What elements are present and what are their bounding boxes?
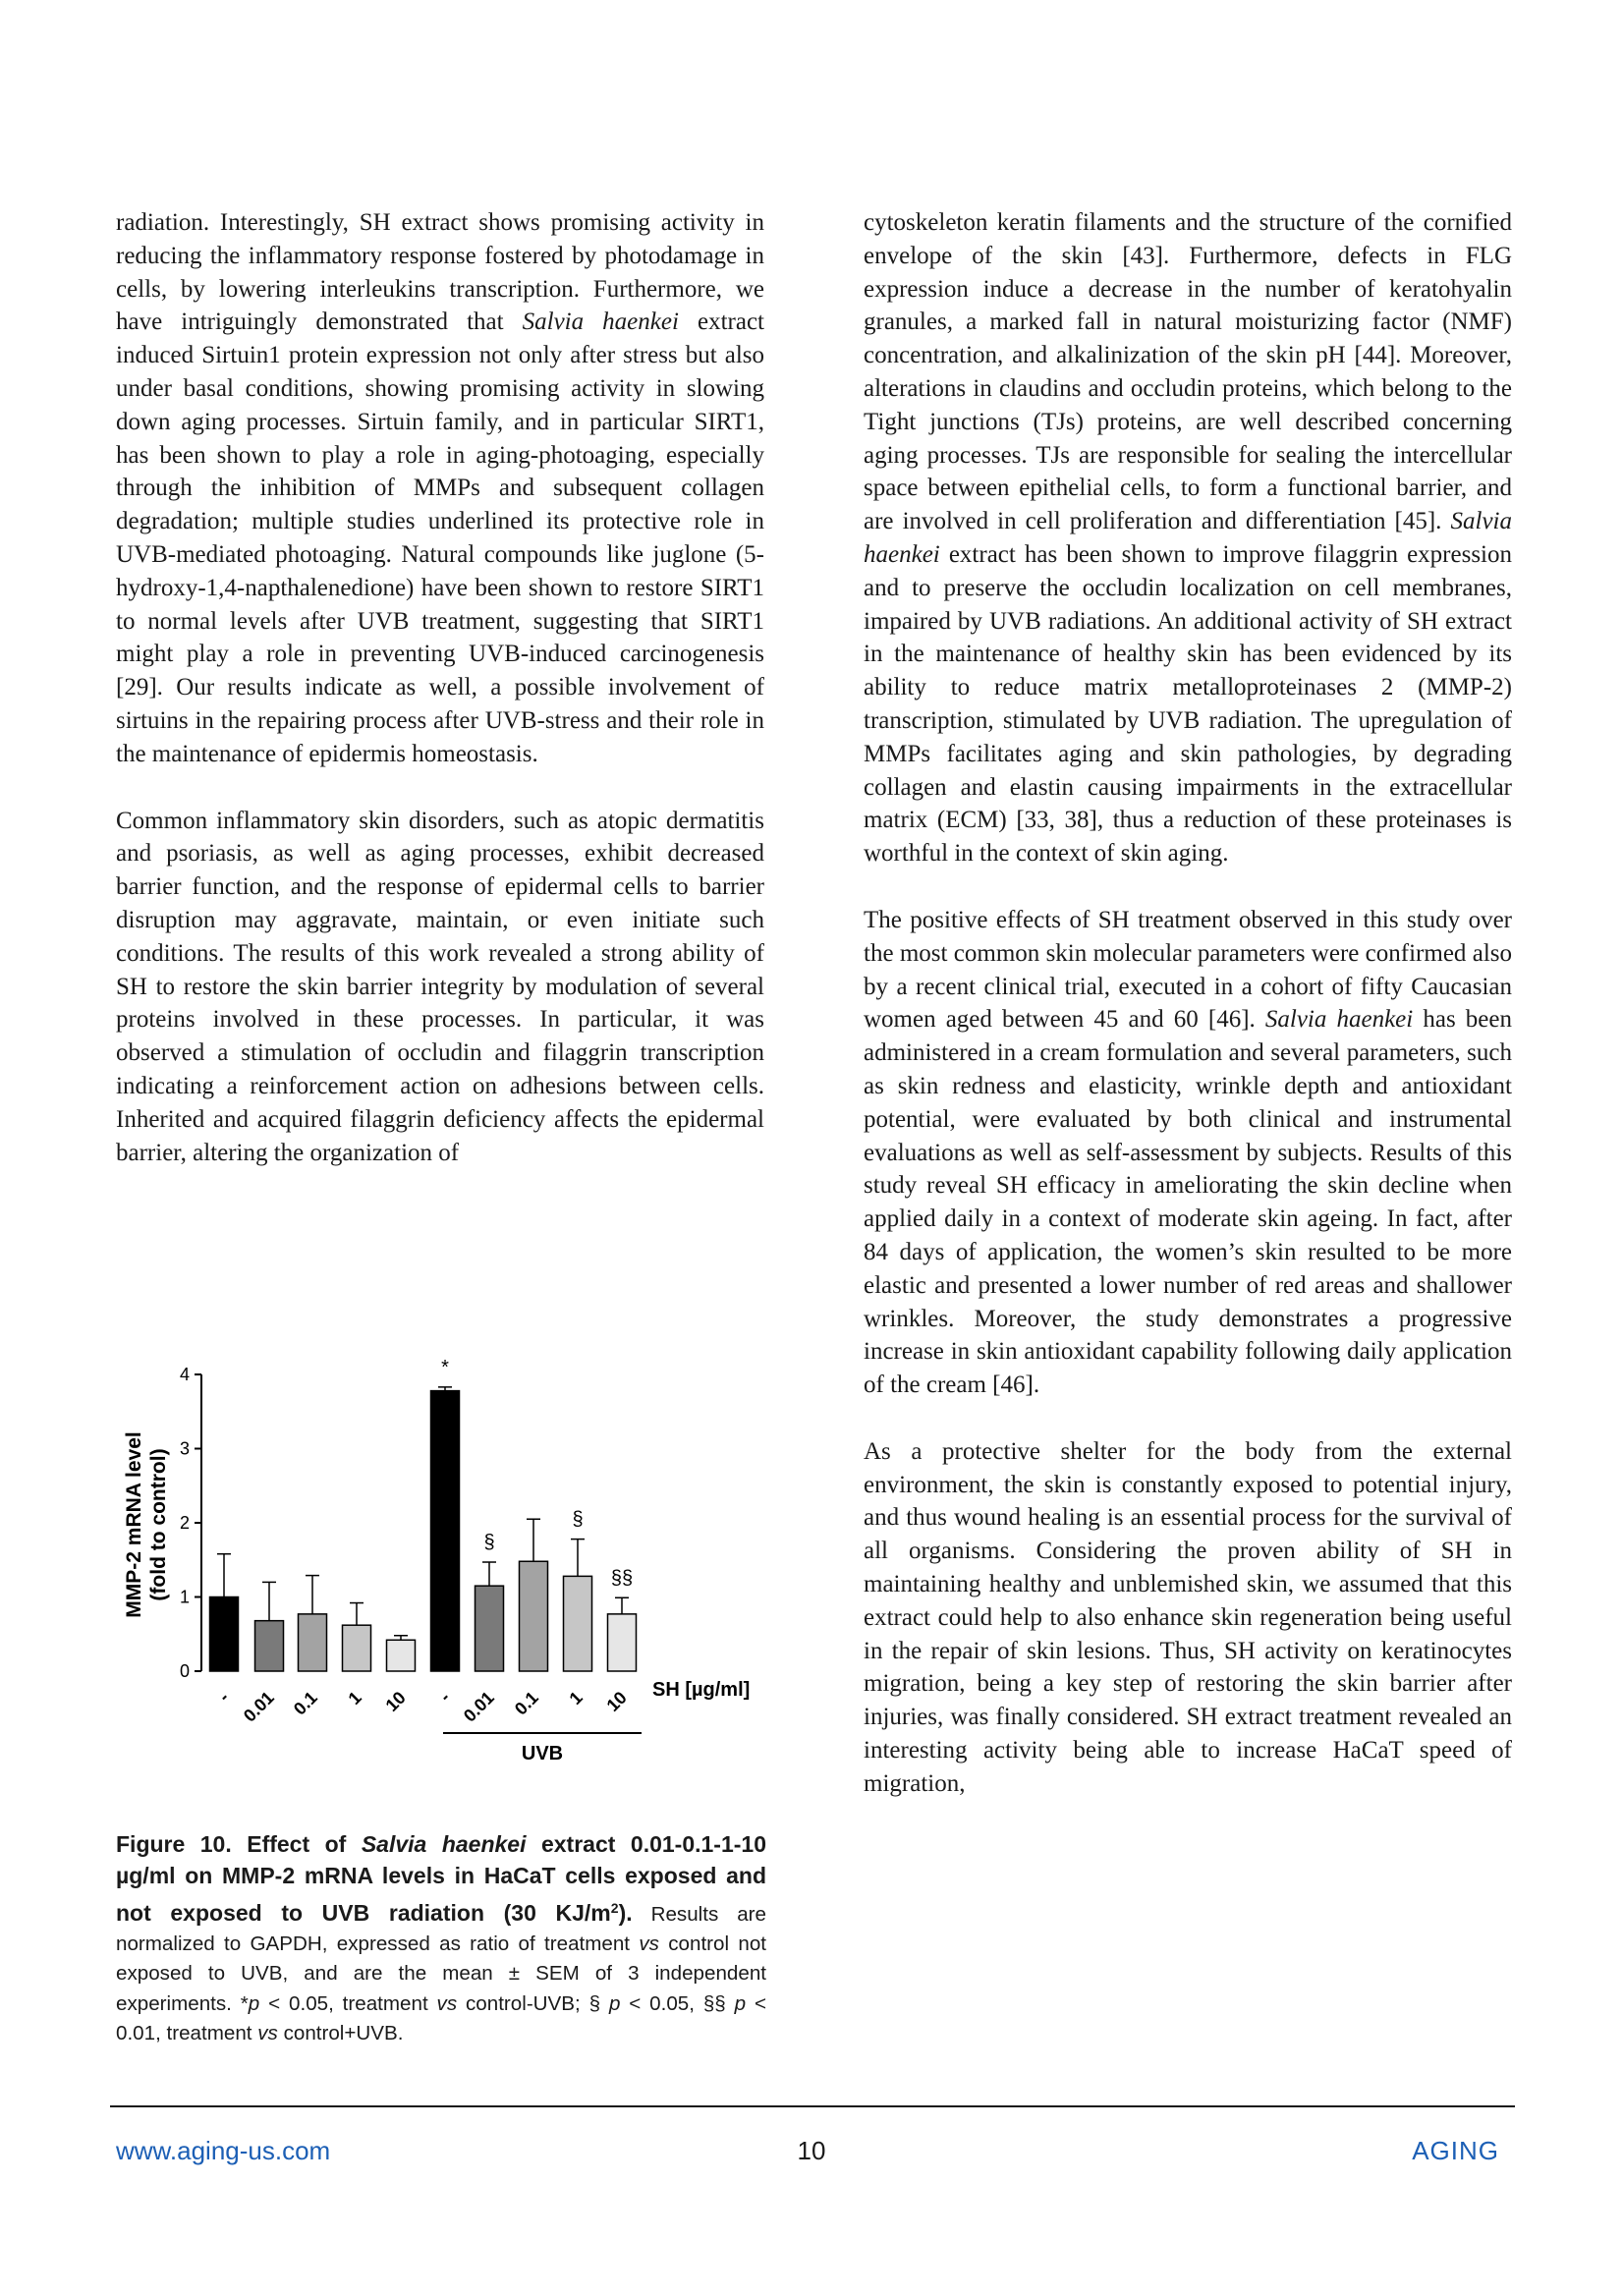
text-run: ). (618, 1899, 633, 1926)
text-run: Salvia haenkei (1264, 1006, 1414, 1034)
y-axis-title: MMP-2 mRNA level (123, 1431, 145, 1618)
text-run: extract 0.01-0.1-1-10 µg/ml on MMP-2 mRNA levels in HaCaT cells exposed and not exposed to UVB radiation (30 KJ/m (116, 1831, 766, 1926)
significance-marker: §§ (610, 1567, 634, 1590)
text-run: vs (436, 1991, 458, 2015)
text-run: Salvia haenkei (361, 1831, 527, 1857)
text-run: < 0.01, treatment (116, 1991, 766, 2045)
bar (255, 1621, 284, 1671)
paragraph (116, 805, 764, 1170)
journal-url-link[interactable]: www.aging-us.com (116, 2136, 331, 2165)
text-run: vs (257, 2022, 278, 2045)
x-tick-label: - (214, 1687, 233, 1707)
text-run: Figure 10. Effect of (116, 1831, 362, 1857)
y-tick-label: 2 (179, 1513, 190, 1533)
page-number: 10 (797, 2136, 826, 2165)
figure-10-chart (116, 1356, 776, 1867)
paragraph (864, 904, 1512, 1402)
text-run: The positive effects of SH treatment observed in this study over the most common skin molecular parameters were confirmed also by a recent clinical trial, executed in a cohort of fifty Caucasian women aged between 45 and 60 [46]. (864, 906, 1512, 1034)
y-tick-label: 3 (179, 1438, 190, 1459)
significance-marker: * (441, 1356, 449, 1378)
y-tick-label: 4 (179, 1365, 190, 1384)
text-run: p (734, 1991, 747, 2015)
left-column (116, 206, 764, 1169)
text-run: < 0.05, §§ (620, 1991, 735, 2015)
text-run: Common inflammatory skin disorders, such as atopic dermatitis and psoriasis, as well as aging processes, exhibit decreased barrier function, and the response of epidermal cells to barrier disruption may aggravate, maintain, or even initiate such conditions. The results of this work revealed a strong ability of SH to restore the skin barrier integrity by modulation of several proteins involved in these processes. In particular, it was observed a stimulation of occludin and filaggrin transcription indicating a reinforcement action on adhesions between cells. Inherited and acquired filaggrin deficiency affects the epidermal barrier, altering the organization of (116, 807, 764, 1166)
bar (520, 1561, 548, 1671)
text-run: p (248, 1991, 260, 2015)
significance-marker: § (483, 1532, 495, 1554)
bar (299, 1614, 327, 1671)
bar (476, 1586, 504, 1671)
paragraph (864, 206, 1512, 870)
text-run: control-UVB; § (457, 1991, 609, 2015)
y-tick-label: 0 (179, 1661, 190, 1681)
text-run: Salvia haenkei (864, 508, 1512, 568)
text-run: vs (639, 1932, 659, 1956)
uvb-group-label: UVB (521, 1743, 564, 1764)
paragraph (864, 1435, 1512, 1801)
bar (608, 1614, 637, 1671)
x-tick-label: 1 (344, 1687, 365, 1708)
y-axis-subtitle: (fold to control) (147, 1448, 170, 1601)
x-axis-title: SH [µg/ml] (652, 1679, 751, 1701)
x-tick-label: 0.1 (510, 1687, 542, 1719)
text-run: extract has been shown to improve filaggrin expression and to preserve the occludin localization on cell membranes, impaired by UVB radiations. An additional activity of SH extract in the maintenance of healthy skin has been evidenced by its ability to reduce matrix metalloproteinases 2 (MMP-2) transcription, stimulated by UVB radiation. The upregulation of MMPs facilitates aging and skin pathologies, by degrading collagen and elastin causing impairments in the extracellular matrix (ECM) [33, 38], thus a reduction of these proteinases is worthful in the context of skin aging. (864, 540, 1512, 868)
x-tick-label: 0.1 (289, 1687, 321, 1719)
text-run: p (608, 1991, 621, 2015)
x-tick-label: 10 (381, 1687, 410, 1715)
bar (210, 1597, 239, 1672)
bar-chart (116, 1356, 776, 1867)
text-run: extract induced Sirtuin1 protein expression not only after stress but also under basal conditions, showing promising activity in slowing down aging processes. Sirtuin family, and in particular SIRT1, has been shown to play a role in aging-photoaging, especially through the inhibition of MMPs and subsequent collagen degradation; multiple studies underlined its protective role in UVB-mediated photoaging. Natural compounds like juglone (5-hydroxy-1,4-napthalenedione) have been shown to restore SIRT1 to normal levels after UVB treatment, suggesting that SIRT1 might play a role in preventing UVB-induced carcinogenesis [29]. Our results indicate as well, a possible involvement of sirtuins in the repairing process after UVB-stress and their role in the maintenance of epidermis homeostasis. (116, 308, 764, 767)
figure-caption (116, 1829, 766, 2049)
right-column (864, 206, 1512, 1801)
text-run: has been administered in a cream formulation and several parameters, such as skin redness and elasticity, wrinkle depth and antioxidant potential, were evaluated by both clinical and instrumental evaluations as well as self-assessment by subjects. Results of this study reveal SH efficacy in ameliorating the skin decline when applied daily in a context of moderate skin ageing. In fact, after 84 days of application, the women’s skin resulted to be more elastic and presented a lower number of red areas and shallower wrinkles. Moreover, the study demonstrates a progressive increase in skin antioxidant capability following daily application of the cream [46]. (864, 1006, 1512, 1399)
text-run: control not exposed to UVB, and are the mean ± SEM of 3 independent experiments. * (116, 1932, 766, 2015)
text-run: As a protective shelter for the body from the external environment, the skin is constantly exposed to potential injury, and thus wound healing is an essential process for the survival of all organisms. Considering the proven ability of SH in maintaining healthy and unblemished skin, we assumed that this extract could help to also enhance skin regeneration being useful in the repair of skin lesions. Thus, SH activity on keratinocytes migration, being a key step of restoring the skin barrier after injuries, was finally considered. SH extract treatment revealed an interesting activity being able to increase HaCaT speed of migration, (864, 1437, 1512, 1797)
bar (343, 1625, 371, 1671)
y-tick-label: 1 (179, 1587, 190, 1607)
x-tick-label: 10 (602, 1687, 631, 1715)
x-tick-label: 1 (565, 1687, 587, 1708)
bar (431, 1391, 460, 1671)
journal-name: AGING (1412, 2136, 1499, 2165)
paragraph (116, 206, 764, 771)
x-tick-label: 0.01 (459, 1687, 498, 1726)
text-run: control+UVB. (277, 2022, 404, 2045)
text-run: radiation. Interestingly, SH extract shows promising activity in reducing the inflammatory response fostered by photodamage in cells, by lowering interleukins transcription. Furthermore, we have intriguingly demonstrated that (116, 209, 764, 336)
text-run: Salvia haenkei (522, 308, 679, 336)
bar (564, 1576, 592, 1671)
significance-marker: § (572, 1508, 584, 1531)
bar (387, 1640, 416, 1671)
x-tick-label: 0.01 (239, 1687, 278, 1726)
text-run: Results are normalized to GAPDH, expressed as ratio of treatment (116, 1902, 766, 1956)
text-run: < 0.05, treatment (259, 1991, 437, 2015)
text-run: cytoskeleton keratin filaments and the structure of the cornified envelope of the skin [43]. Furthermore, defects in FLG expression induce a decrease in the number of keratohyalin granules, a marked fall in natural moisturizing factor (NMF) concentration, and alkalinization of the skin pH [44]. Moreover, alterations in claudins and occludin proteins, which belong to the Tight junctions (TJs) proteins, are well described concerning aging processes. TJs are responsible for sealing the intercellular space between epithelial cells, to form a functional barrier, and are involved in cell proliferation and differentiation [45]. (864, 209, 1512, 535)
x-tick-label: - (435, 1687, 454, 1707)
text-run: 2 (610, 1899, 619, 1916)
footer-divider (110, 2105, 1515, 2107)
